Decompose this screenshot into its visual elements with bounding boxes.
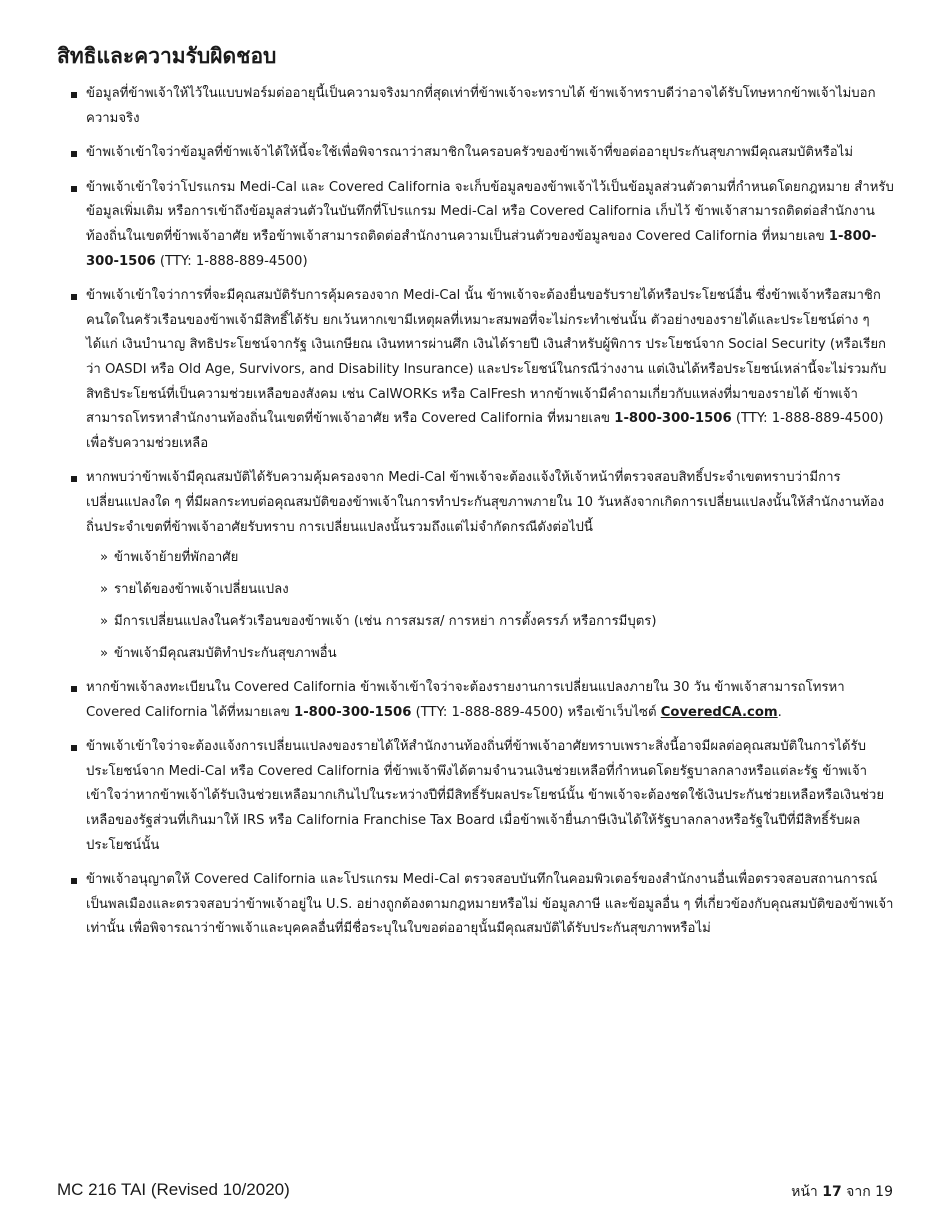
bullet-eligibility-use: [58, 141, 896, 166]
sub-item-household: [100, 610, 896, 634]
phone-number: 1-800-300-1506: [86, 228, 877, 269]
period: .: [777, 704, 782, 720]
changes-sub-list: [86, 546, 896, 666]
sub-item-text: มีการเปลี่ยนแปลงในครัวเรือนของข้าพเจ้า (เช่น การสมรส/ การหย่า การตั้งครรภ์ หรือการมีบุตร): [114, 614, 657, 630]
bullet-text: ข้าพเจ้าเข้าใจว่าข้อมูลที่ข้าพเจ้าได้ให้นี้จะใช้เพื่อพิจารณาว่าสมาชิกในครอบครัวของข้าพเจ้าที่ขอต่ออายุประกันสุขภาพมีคุณสมบัติหรือไม่: [86, 145, 854, 161]
form-id: MC 216 TAI (Revised 10/2020): [57, 1180, 290, 1199]
bullet-records-authorization: [58, 868, 896, 942]
bullet-text: ข้าพเจ้าเข้าใจว่าจะต้องแจ้งการเปลี่ยนแปลงของรายได้ให้สำนักงานท้องถิ่นที่ข้าพเจ้าอาศัยทราบเพราะสิ่งนี้อาจมีผลต่อคุณสมบัติในการได้รับประโยชน์จาก Medi-Cal หรือ Covered California ที่ข้าพเจ้าพึงได้ตามจำนวนเงินช่วยเหลือที่กำหนดโดยรัฐบาลกลางหรือแต่ละรัฐ ข้าพเจ้าเข้าใจว่าหากข้าพเจ้าได้รับเงินช่วยเหลือมากเกินไปในระหว่างปีที่มีสิทธิ์รับผลประโยชน์นั้น ข้าพเจ้าจะต้องชดใช้เงินประกันช่วยเหลือหรือเงินช่วยเหลือของรัฐส่วนที่เกินมาให้ IRS หรือ California Franchise Tax Board เมื่อข้าพเจ้ายื่นภาษีเงินได้ให้รัฐบาลกลางหรือรัฐในปีที่มีสิทธิ์รับผลประโยชน์นั้น: [86, 739, 885, 853]
bullet-text: ข้อมูลที่ข้าพเจ้าให้ไว้ในแบบฟอร์มต่ออายุนี้เป็นความจริงมากที่สุดเท่าที่ข้าพเจ้าจะทราบได้ ข้าพเจ้าทราบดีว่าอาจได้รับโทษหากข้าพเจ้าไม่บอกความจริง: [86, 86, 876, 126]
sub-marker: »: [100, 646, 109, 662]
tty-text: (TTY: 1-888-889-4500) เพื่อรับความช่วยเหลือ: [86, 411, 884, 451]
page-label: หน้า: [791, 1184, 818, 1200]
bullet-text: ข้าพเจ้าเข้าใจว่าการที่จะมีคุณสมบัติรับการคุ้มครองจาก Medi-Cal นั้น ข้าพเจ้าจะต้องยื่นขอรับรายได้หรือประโยชน์อื่น ซึ่งข้าพเจ้าหรือสมาชิกคนใดในครัวเรือนของข้าพเจ้ามีสิทธิ์ได้รับ ยกเว้นหากเขามีเหตุผลที่เหมาะสมพอที่จะไม่กระทำเช่นนั้น ตัวอย่างของรายได้และประโยชน์ต่าง ๆ ได้แก่ เงินบำนาญ สิทธิประโยชน์จากรัฐ เงินเกษียณ เงินทหารผ่านศึก เงินได้รายปี เงินสำหรับผู้พิการ ประโยชน์จาก Social Security (หรือเรียกว่า OASDI หรือ Old Age, Survivors, and Disability Insurance) และประโยชน์ในกรณีว่างงาน แต่เงินได้หรือประโยชน์เหล่านี้จะไม่รวมกับสิทธิประโยชน์ที่เป็นความช่วยเหลือของสังคม เช่น CalWORKs หรือ CalFresh หากข้าพเจ้ามีคำถามเกี่ยวกับแหล่งที่มาของรายได้ ข้าพเจ้าสามารถโทรหาสำนักงานท้องถิ่นในเขตที่ข้าพเจ้าอาศัย หรือ Covered California ที่หมายเลข: [86, 288, 887, 427]
bullet-covered-california-report: [58, 676, 896, 725]
phone-number: 1-800-300-1506: [294, 704, 412, 720]
bullet-income-change-tax: [58, 735, 896, 858]
sub-item-text: ข้าพเจ้าย้ายที่พักอาศัย: [114, 550, 239, 566]
tty-text: (TTY: 1-888-889-4500) หรือเข้าเว็บไซต์: [411, 704, 661, 720]
sub-item-other-insurance: [100, 642, 896, 666]
bullet-truthful-info: [58, 82, 896, 131]
tty-text: (TTY: 1-888-889-4500): [155, 253, 308, 269]
sub-item-text: รายได้ของข้าพเจ้าเปลี่ยนแปลง: [114, 582, 289, 598]
bullet-text: ข้าพเจ้าเข้าใจว่าโปรแกรม Medi-Cal และ Covered California จะเก็บข้อมูลของข้าพเจ้าไว้เป็นข้อมูลส่วนตัวตามที่กำหนดโดยกฎหมาย สำหรับข้อมูลเพิ่มเติม หรือการเข้าถึงข้อมูลส่วนตัวในบันทึกที่โปรแกรม Medi-Cal หรือ Covered California เก็บไว้ ข้าพเจ้าสามารถติดต่อสำนักงานท้องถิ่นในเขตที่ข้าพเจ้าอาศัย หรือข้าพเจ้าสามารถติดต่อสำนักงานความเป็นส่วนตัวของข้อมูลของ Covered California ที่หมายเลข: [86, 179, 894, 244]
sub-item-text: ข้าพเจ้ามีคุณสมบัติทำประกันสุขภาพอื่น: [114, 646, 337, 662]
bullet-apply-income: [58, 284, 896, 456]
sub-item-income: [100, 578, 896, 602]
bullet-report-changes-medi-cal: [58, 466, 896, 666]
page-current: 17: [822, 1184, 842, 1200]
sub-marker: »: [100, 550, 109, 566]
bullet-privacy: [58, 176, 896, 274]
bullet-text: หากพบว่าข้าพเจ้ามีคุณสมบัติได้รับความคุ้มครองจาก Medi-Cal ข้าพเจ้าจะต้องแจ้งให้เจ้าหน้าที่ตรวจสอบสิทธิ์ประจำเขตทราบว่ามีการเปลี่ยนแปลงใด ๆ ที่มีผลกระทบต่อคุณสมบัติของข้าพเจ้าในการทำประกันสุขภาพภายใน 10 วันหลังจากเกิดการเปลี่ยนแปลงนั้นให้สำนักงานท้องถิ่นประจำเขตที่ข้าพเจ้าอาศัยรับทราบ การเปลี่ยนแปลงนั้นรวมถึงแต่ไม่จำกัดกรณีดังต่อไปนี้: [86, 470, 885, 535]
phone-number: 1-800-300-1506: [614, 411, 732, 427]
bullet-list: [58, 82, 896, 942]
page-title: สิทธิและความรับผิดชอบ: [57, 44, 277, 68]
sub-marker: »: [100, 614, 109, 630]
rights-responsibilities-section: [58, 82, 896, 952]
sub-item-move: [100, 546, 896, 570]
page-total: 19: [875, 1184, 893, 1200]
covered-ca-link[interactable]: CoveredCA.com: [660, 704, 778, 720]
bullet-text: หากข้าพเจ้าลงทะเบียนใน Covered California ข้าพเจ้าเข้าใจว่าจะต้องรายงานการเปลี่ยนแปลงภายใน 30 วัน ข้าพเจ้าสามารถโทรหา Covered California ได้ที่หมายเลข: [86, 680, 845, 720]
page-indicator: [791, 1181, 893, 1203]
page-of: จาก: [846, 1184, 871, 1200]
bullet-text: ข้าพเจ้าอนุญาตให้ Covered California และโปรแกรม Medi-Cal ตรวจสอบบันทึกในคอมพิวเตอร์ของสำนักงานอื่นเพื่อตรวจสอบสถานการณ์เป็นพลเมืองและตรวจสอบว่าข้าพเจ้าอยู่ใน U.S. อย่างถูกต้องตามกฎหมายหรือไม่ ข้อมูลภาษี และข้อมูลอื่น ๆ ที่เกี่ยวข้องกับคุณสมบัติของข้าพเจ้าเท่านั้น เพื่อพิจารณาว่าข้าพเจ้าและบุคคลอื่นที่มีชื่อระบุในใบขอต่ออายุนั้นมีคุณสมบัติได้รับประกันสุขภาพหรือไม่: [86, 872, 894, 937]
sub-marker: »: [100, 582, 109, 598]
